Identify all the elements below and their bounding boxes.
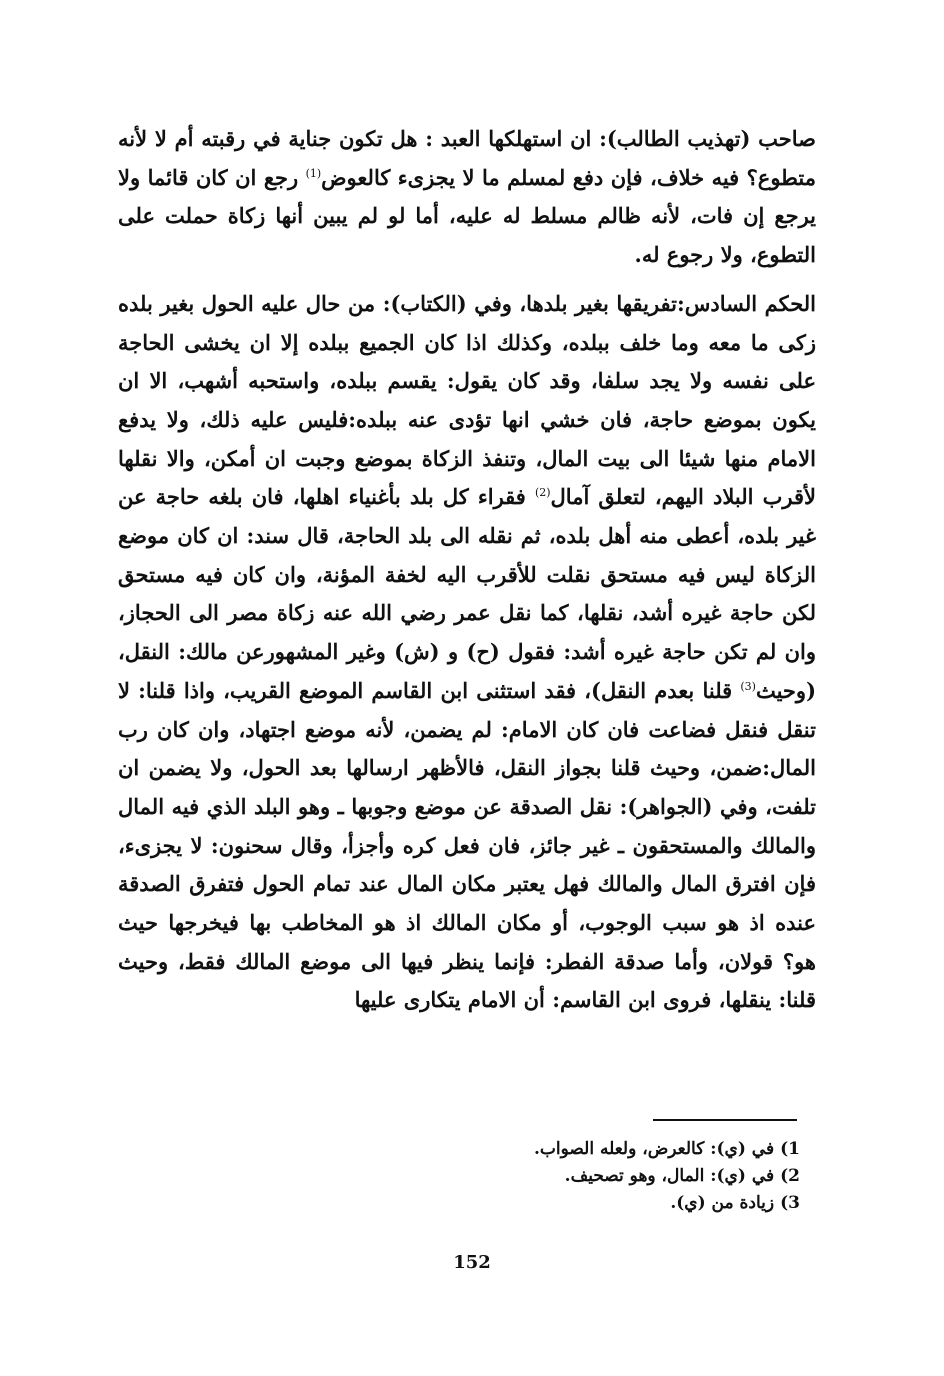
emphasis: وحيث <box>755 677 807 703</box>
emphasis: قلنا بعدم النقل <box>601 677 741 703</box>
text-run: )، فقد استثنى ابن القاسم الموضع القريب، واذا قلنا: لا تنقل فنقل فضاعت فان كان الامام: لم يضمن، لأنه موضع اجتهاد، وان كان رب المال:ضمن، وحيث قلنا بجواز النقل، فالأظهر ارسالها بعد الحول، ولا يضمن ان تلفت، وفي ( <box>118 677 816 819</box>
footnote-item <box>470 1163 800 1190</box>
footnote-separator <box>653 1119 797 1121</box>
footnote-ref: (2) <box>534 486 551 500</box>
footnote-number: 2) <box>780 1166 800 1186</box>
text-run: رجع ان كان قائما ولا يرجع إن فات، لأنه ظالم مسلط له عليه، أما لو لم يبين أنها زكاة حملت على التطوع، ولا رجوع له. <box>118 164 816 268</box>
section-heading: الحكم السادس <box>684 290 817 316</box>
footnote-ref: (3) <box>740 679 756 693</box>
cited-title: تهذيب الطالب <box>616 126 741 151</box>
text-run: صاحب ( <box>740 126 816 151</box>
footnotes <box>470 1136 800 1217</box>
cited-title: الجواهر <box>637 793 703 819</box>
footnote-text: في (ي): كالعرض، ولعله الصواب. <box>533 1139 775 1159</box>
paragraph-2 <box>118 285 816 1020</box>
paragraph-1 <box>118 120 816 275</box>
page-number: 152 <box>453 1252 491 1273</box>
text-run: ): من حال عليه الحول بغير بلده زكى ما معه وما خلف ببلده، وكذلك اذا كان الجميع ببلده إلا ان يخشى الحاجة على نفسه ولا يجد سلفا، وقد كان يقول: يقسم ببلده، واستحبه أشهب، الا ان يكون بموضع حاجة، فان خشي انها تؤدى عنه ببلده:فليس عليه ذلك، ولا يدفع الامام منها شيئا الى بيت المال، وتنفذ الزكاة بموضع وجبت ان أمكن، والا نقلها لأقرب البلاد اليهم، لتعلق آمال <box>118 290 816 510</box>
text-run: :تفريقها بغير بلدها، وفي ( <box>456 290 685 316</box>
footnote-item <box>470 1190 800 1217</box>
footnote-text: زيادة من (ي). <box>670 1193 775 1213</box>
footnote-text: في (ي): المال، وهو تصحيف. <box>564 1166 775 1186</box>
footnote-ref: (1) <box>305 166 322 180</box>
text-run: فقراء كل بلد بأغنياء اهلها، فان بلغه حاجة عن غير بلده، أعطى منه أهل بلده، ثم نقله الى بلد الحاجة، قال سند: ان كان موضع الزكاة ليس فيه مستحق نقلت للأقرب اليه لخفة المؤنة، وان كان فيه مستحق لكن حاجة غيره أشد، نقلها، كما نقل عمر رضي الله عنه زكاة مصر الى الحجاز، وان لم تكن حاجة غيره أشد: فقول (ح) و (ش) وغير المشهورعن مالك: النقل، ( <box>118 484 816 703</box>
text-run: ): ان استهلكها العبد : هل تكون جناية في رقبته أم لا لأنه متطوع؟ فيه خلاف، فإن دفع لمسلم ما لا يجزىء كالعوض <box>118 126 816 190</box>
cited-title: الكتاب <box>400 290 457 316</box>
text-run: ): نقل الصدقة عن موضع وجوبها ـ وهو البلد الذي فيه المال والمالك والمستحقون ـ غير جائز، فان فعل كره وأجزأ، وقال سحنون: لا يجزىء، فإن افترق المال والمالك فهل يعتبر مكان المال عند تمام الحول فتفرق الصدقة عنده اذ هو سبب الوجوب، أو مكان المالك اذ هو المخاطب بها فيخرجها حيث هو؟ قولان، وأما صدقة الفطر: فإنما ينظر فيها الى موضع المالك فقط، وحيث قلنا: ينقلها، فروى ابن القاسم: أن الامام يتكارى عليها <box>118 793 816 1013</box>
footnote-number: 1) <box>780 1139 800 1159</box>
footnote-number: 3) <box>780 1193 800 1213</box>
footnote-item <box>470 1136 800 1163</box>
main-text <box>118 120 816 1020</box>
